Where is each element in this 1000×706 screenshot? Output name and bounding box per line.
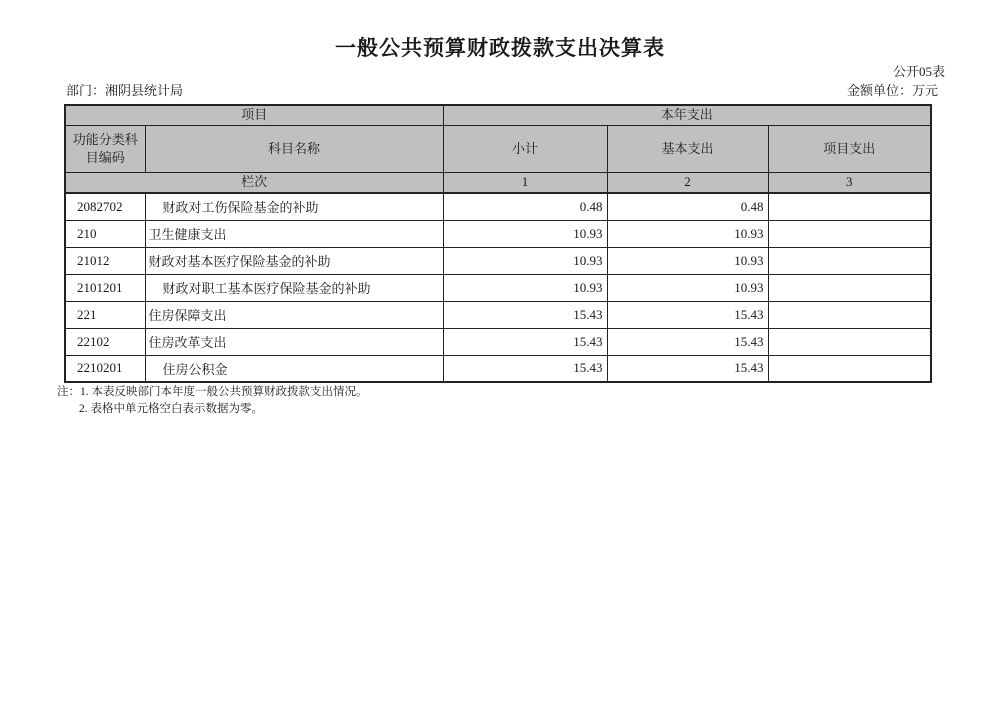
cell-name: 财政对职工基本医疗保险基金的补助 bbox=[145, 274, 443, 301]
cell-name: 住房改革支出 bbox=[145, 328, 443, 355]
header-columns-row bbox=[65, 125, 931, 172]
footnotes bbox=[57, 384, 368, 418]
header-lanci-row bbox=[65, 172, 931, 193]
table-row bbox=[65, 193, 931, 220]
header-group-item: 项目 bbox=[65, 105, 443, 125]
table-row bbox=[65, 274, 931, 301]
cell-code: 210 bbox=[65, 220, 145, 247]
cell-subtotal: 15.43 bbox=[443, 328, 607, 355]
budget-table bbox=[64, 104, 932, 383]
department-label: 部门：湘阴县统计局 bbox=[66, 83, 184, 98]
header-col-code: 功能分类科目编码 bbox=[65, 125, 145, 172]
table-row bbox=[65, 220, 931, 247]
cell-project bbox=[768, 355, 931, 382]
page-title: 一般公共预算财政拨款支出决算表 bbox=[335, 36, 665, 60]
footnote-line: 注：1. 本表反映部门本年度一般公共预算财政拨款支出情况。 bbox=[57, 386, 368, 398]
table-code-label: 公开05表 bbox=[892, 64, 945, 79]
cell-subtotal: 15.43 bbox=[443, 355, 607, 382]
cell-subtotal: 0.48 bbox=[443, 193, 607, 220]
cell-code: 22102 bbox=[65, 328, 145, 355]
cell-code: 2210201 bbox=[65, 355, 145, 382]
cell-basic: 15.43 bbox=[607, 328, 768, 355]
lanci-label: 栏次 bbox=[65, 172, 443, 193]
lanci-col-1: 1 bbox=[443, 172, 607, 193]
cell-code: 2101201 bbox=[65, 274, 145, 301]
cell-code: 2082702 bbox=[65, 193, 145, 220]
cell-project bbox=[768, 328, 931, 355]
cell-subtotal: 10.93 bbox=[443, 220, 607, 247]
unit-label: 金额单位：万元 bbox=[846, 83, 938, 98]
table-row bbox=[65, 247, 931, 274]
cell-basic: 15.43 bbox=[607, 301, 768, 328]
header-col-subtotal: 小计 bbox=[443, 125, 607, 172]
cell-code: 21012 bbox=[65, 247, 145, 274]
cell-project bbox=[768, 247, 931, 274]
table-row bbox=[65, 355, 931, 382]
lanci-col-2: 2 bbox=[607, 172, 768, 193]
cell-basic: 10.93 bbox=[607, 274, 768, 301]
cell-project bbox=[768, 220, 931, 247]
cell-name: 住房保障支出 bbox=[145, 301, 443, 328]
header-group-current-year: 本年支出 bbox=[443, 105, 931, 125]
header-col-name: 科目名称 bbox=[145, 125, 443, 172]
header-col-project: 项目支出 bbox=[768, 125, 931, 172]
budget-table-header bbox=[65, 105, 931, 193]
cell-name: 卫生健康支出 bbox=[145, 220, 443, 247]
cell-basic: 15.43 bbox=[607, 355, 768, 382]
lanci-col-3: 3 bbox=[768, 172, 931, 193]
cell-name: 住房公积金 bbox=[145, 355, 443, 382]
header-group-row bbox=[65, 105, 931, 125]
cell-subtotal: 10.93 bbox=[443, 274, 607, 301]
footnote-line: 2. 表格中单元格空白表示数据为零。 bbox=[79, 403, 263, 415]
cell-project bbox=[768, 301, 931, 328]
header-col-basic: 基本支出 bbox=[607, 125, 768, 172]
budget-table-body bbox=[65, 193, 931, 382]
cell-basic: 10.93 bbox=[607, 220, 768, 247]
table-row bbox=[65, 301, 931, 328]
cell-name: 财政对工伤保险基金的补助 bbox=[145, 193, 443, 220]
cell-subtotal: 15.43 bbox=[443, 301, 607, 328]
cell-subtotal: 10.93 bbox=[443, 247, 607, 274]
cell-name: 财政对基本医疗保险基金的补助 bbox=[145, 247, 443, 274]
cell-basic: 10.93 bbox=[607, 247, 768, 274]
cell-project bbox=[768, 193, 931, 220]
cell-project bbox=[768, 274, 931, 301]
table-row bbox=[65, 328, 931, 355]
cell-basic: 0.48 bbox=[607, 193, 768, 220]
cell-code: 221 bbox=[65, 301, 145, 328]
